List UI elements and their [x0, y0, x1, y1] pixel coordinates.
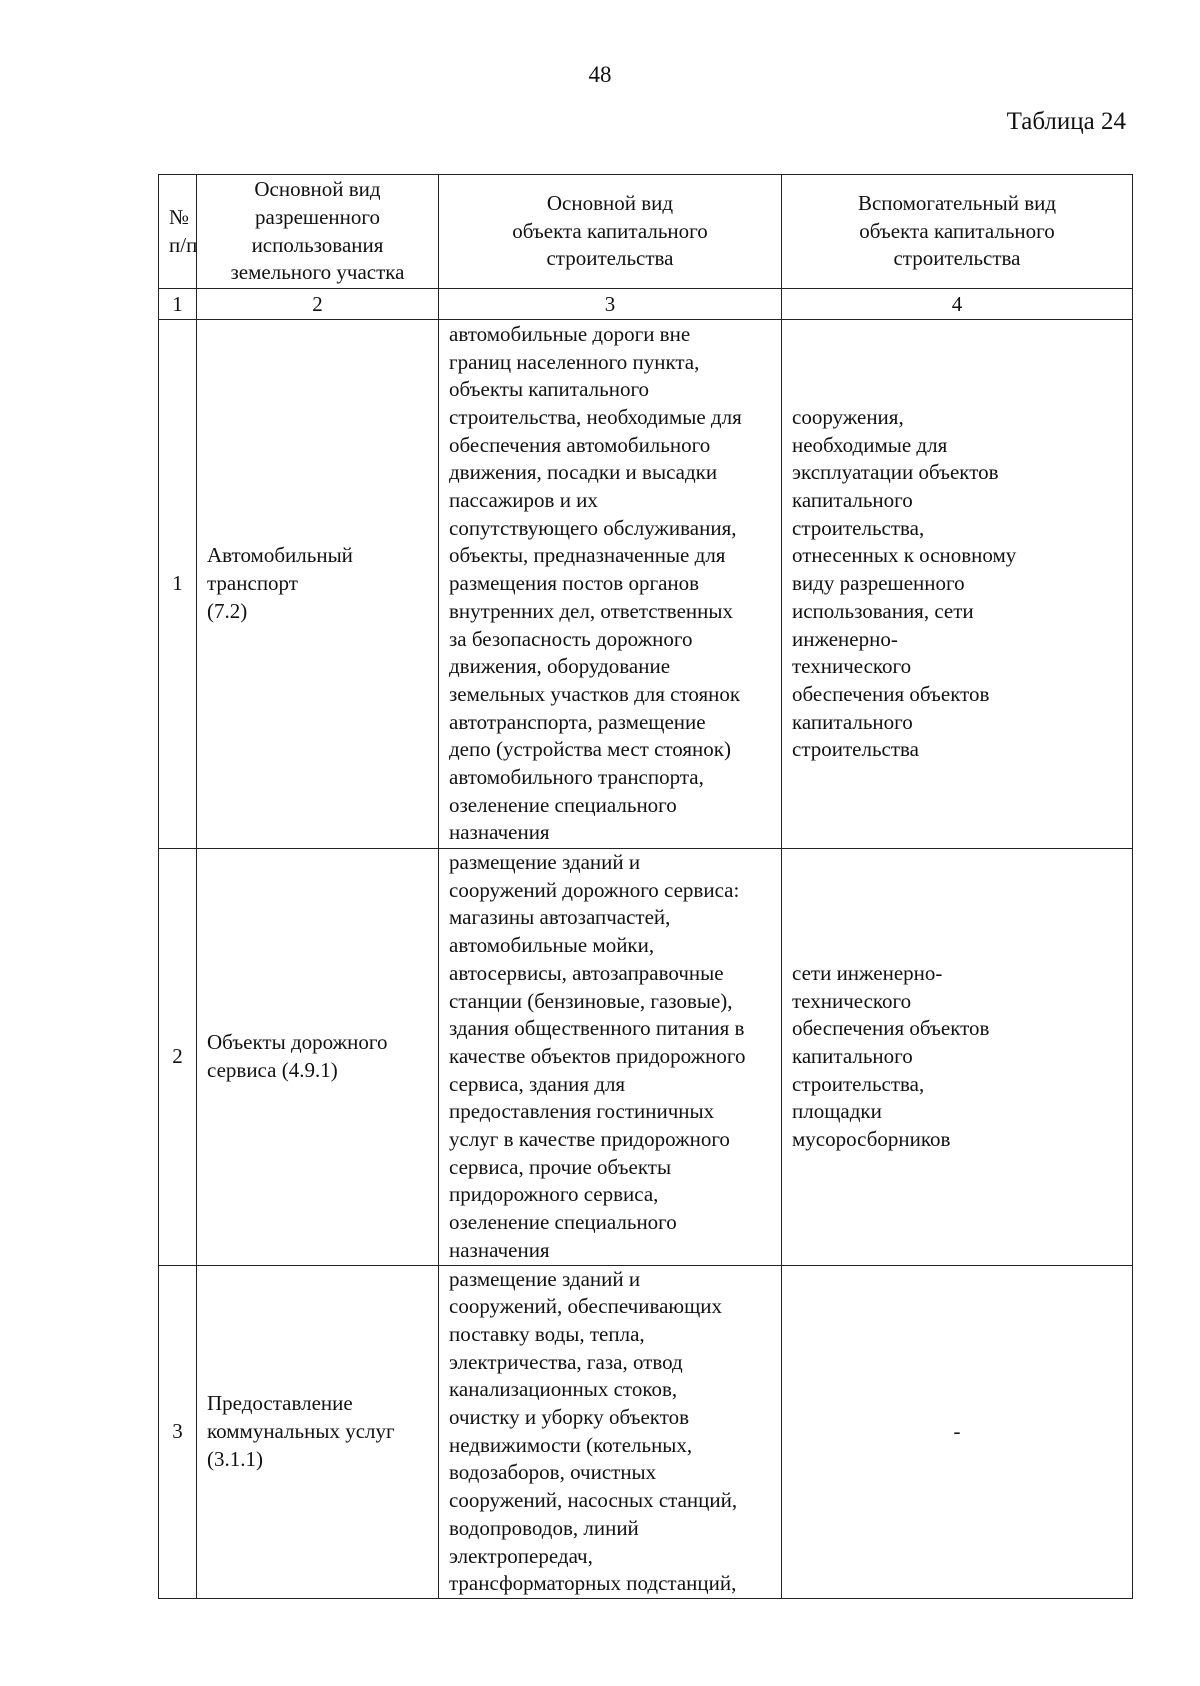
- table-row: [159, 1265, 1133, 1598]
- auxiliary-object-cell-line: технического: [792, 988, 912, 1013]
- main-object-cell-line: размещения постов органов: [449, 571, 700, 596]
- main-object-cell: [439, 849, 782, 1266]
- main-object-cell-line: сооружений дорожного сервиса:: [449, 877, 740, 902]
- permitted-use-cell-line: сервиса (4.9.1): [207, 1057, 338, 1082]
- main-object-cell-line: озеленение специального: [449, 1210, 677, 1235]
- main-object-cell-line: обеспечения автомобильного: [449, 432, 711, 457]
- main-object-cell-line: сопутствующего обслуживания,: [449, 515, 737, 540]
- auxiliary-object-cell-line: -: [953, 1418, 961, 1443]
- main-object-cell-line: водопроводов, линий: [449, 1515, 639, 1540]
- auxiliary-object-cell-line: строительства,: [792, 515, 925, 540]
- permitted-use-cell-line: Объекты дорожного: [207, 1030, 388, 1055]
- permitted-use-cell: [197, 1265, 439, 1598]
- auxiliary-object-cell-line: обеспечения объектов: [792, 681, 990, 706]
- main-object-cell-line: здания общественного питания в: [449, 1016, 745, 1041]
- main-object-cell-line: трансформаторных подстанций,: [449, 1571, 737, 1596]
- auxiliary-object-cell-line: отнесенных к основному: [792, 543, 1017, 568]
- land-use-table: [158, 174, 1133, 1599]
- auxiliary-object-cell-line: строительства: [792, 737, 920, 762]
- auxiliary-object-cell-line: необходимые для: [792, 432, 948, 457]
- auxiliary-object-cell-line: капитального: [792, 709, 913, 734]
- main-object-cell-line: пассажиров и их: [449, 488, 598, 513]
- auxiliary-object-cell-line: использования, сети: [792, 598, 974, 623]
- main-object-cell-line: назначения: [449, 1237, 550, 1262]
- auxiliary-object-cell-line: капитального: [792, 1043, 913, 1068]
- main-object-cell-line: строительства, необходимые для: [449, 404, 742, 429]
- auxiliary-object-cell-line: строительства,: [792, 1071, 925, 1096]
- main-object-cell-line: земельных участков для стоянок: [449, 681, 741, 706]
- column-number-row: [159, 289, 1133, 320]
- permitted-use-cell-line: (7.2): [207, 598, 248, 623]
- column-number: 4: [782, 289, 1133, 320]
- auxiliary-object-cell-line: площадки: [792, 1099, 882, 1124]
- column-number: 3: [439, 289, 782, 320]
- auxiliary-object-cell-line: эксплуатации объектов: [792, 460, 999, 485]
- main-object-cell-line: сооружений, насосных станций,: [449, 1488, 738, 1513]
- auxiliary-object-cell-line: сооружения,: [792, 404, 904, 429]
- main-object-cell-line: размещение зданий и: [449, 1266, 641, 1291]
- header-auxiliary-object: Вспомогательный вид объекта капитального строительства: [782, 175, 1133, 289]
- main-object-cell-line: автомобильные мойки,: [449, 933, 655, 958]
- table-body: [159, 320, 1133, 1599]
- auxiliary-object-cell-line: технического: [792, 654, 912, 679]
- main-object-cell-line: границ населенного пункта,: [449, 349, 700, 374]
- header-row: [159, 175, 1133, 289]
- main-object-cell-line: автосервисы, автозаправочные: [449, 960, 724, 985]
- main-object-cell-line: сервиса, прочие объекты: [449, 1154, 672, 1179]
- main-object-cell-line: очистку и уборку объектов: [449, 1405, 690, 1430]
- main-object-cell-line: движения, оборудование: [449, 654, 671, 679]
- auxiliary-object-cell: [782, 849, 1133, 1266]
- column-number: 1: [159, 289, 197, 320]
- main-object-cell-line: автомобильного транспорта,: [449, 765, 704, 790]
- permitted-use-cell-line: Автомобильный: [207, 543, 353, 568]
- main-object-cell-line: объекты капитального: [449, 377, 650, 402]
- row-number: 1: [159, 320, 197, 849]
- main-object-cell-line: поставку воды, тепла,: [449, 1321, 645, 1346]
- main-object-cell-line: назначения: [449, 820, 550, 845]
- main-object-cell-line: автомобильные дороги вне: [449, 321, 691, 346]
- main-object-cell-line: электричества, газа, отвод: [449, 1349, 683, 1374]
- auxiliary-object-cell: [782, 1265, 1133, 1598]
- page-number: 48: [588, 62, 612, 87]
- main-object-cell-line: автотранспорта, размещение: [449, 709, 706, 734]
- header-main-object: Основной вид объекта капитального строительства: [439, 175, 782, 289]
- main-object-cell-line: размещение зданий и: [449, 850, 641, 874]
- main-object-cell-line: канализационных стоков,: [449, 1377, 678, 1402]
- main-object-cell-line: сооружений, обеспечивающих: [449, 1294, 722, 1319]
- row-number: 2: [159, 849, 197, 1266]
- main-object-cell: [439, 320, 782, 849]
- main-object-cell-line: депо (устройства мест стоянок): [449, 737, 731, 762]
- main-object-cell-line: придорожного сервиса,: [449, 1182, 659, 1207]
- row-number: 3: [159, 1265, 197, 1598]
- auxiliary-object-cell: [782, 320, 1133, 849]
- main-object-cell-line: водозаборов, очистных: [449, 1460, 657, 1485]
- main-object-cell-line: внутренних дел, ответственных: [449, 598, 734, 623]
- permitted-use-cell-line: Предоставление: [207, 1391, 353, 1416]
- table-row: [159, 320, 1133, 849]
- permitted-use-cell-line: транспорт: [207, 571, 298, 596]
- auxiliary-object-cell-line: капитального: [792, 488, 913, 513]
- permitted-use-cell-line: (3.1.1): [207, 1446, 263, 1471]
- auxiliary-object-cell-line: мусоросборников: [792, 1127, 951, 1152]
- table-row: [159, 849, 1133, 1266]
- auxiliary-object-cell-line: сети инженерно-: [792, 960, 943, 985]
- column-number: 2: [197, 289, 439, 320]
- main-object-cell-line: услуг в качестве придорожного: [449, 1127, 730, 1152]
- permitted-use-cell: [197, 320, 439, 849]
- main-object-cell-line: движения, посадки и высадки: [449, 460, 718, 485]
- main-object-cell: [439, 1265, 782, 1598]
- main-object-cell-line: недвижимости (котельных,: [449, 1432, 693, 1457]
- permitted-use-cell-line: коммунальных услуг: [207, 1418, 395, 1443]
- table-caption: Таблица 24: [1006, 108, 1126, 135]
- main-object-cell-line: предоставления гостиничных: [449, 1099, 715, 1124]
- permitted-use-cell: [197, 849, 439, 1266]
- main-object-cell-line: за безопасность дорожного: [449, 626, 693, 651]
- main-object-cell-line: качестве объектов придорожного: [449, 1043, 746, 1068]
- main-object-cell-line: магазины автозапчастей,: [449, 905, 671, 930]
- auxiliary-object-cell-line: инженерно-: [792, 626, 898, 651]
- main-object-cell-line: озеленение специального: [449, 792, 677, 817]
- header-number: № п/п: [159, 175, 197, 289]
- main-object-cell-line: объекты, предназначенные для: [449, 543, 726, 568]
- auxiliary-object-cell-line: обеспечения объектов: [792, 1016, 990, 1041]
- main-object-cell-line: сервиса, здания для: [449, 1071, 626, 1096]
- header-permitted-use: Основной вид разрешенного использования земельного участка: [197, 175, 439, 289]
- auxiliary-object-cell-line: виду разрешенного: [792, 571, 965, 596]
- main-object-cell-line: станции (бензиновые, газовые),: [449, 988, 733, 1013]
- main-object-cell-line: электропередач,: [449, 1543, 593, 1568]
